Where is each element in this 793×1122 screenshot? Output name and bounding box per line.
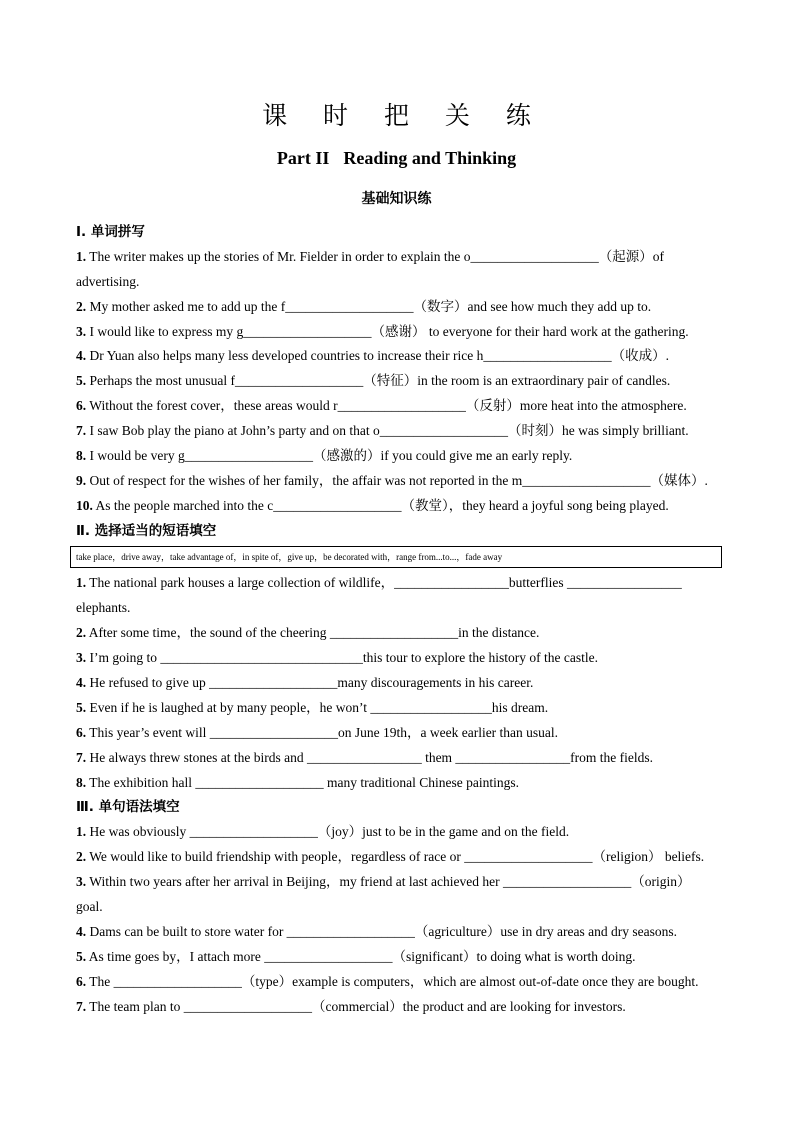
part3-question-2 (76, 848, 726, 866)
question-text: As the people marched into the c___________________（教堂），they heard a joyful song being played. (95, 498, 669, 513)
part1-question-8 (76, 447, 726, 465)
question-number: 4. (76, 675, 87, 690)
question-number: 2. (76, 625, 87, 640)
page-title: 课 时 把 关 练 (262, 101, 545, 130)
part1-question-5 (76, 372, 726, 390)
question-text: The exhibition hall ___________________ many traditional Chinese paintings. (89, 775, 519, 790)
question-text: Without the forest cover，these areas would r___________________（反射）more heat into the atmosphere. (89, 398, 687, 413)
question-text: He always threw stones at the birds and _________________ them _________________from the fields. (89, 750, 654, 765)
section-heading: 基础知识练 (361, 191, 432, 207)
subtitle-part: Part II (276, 148, 330, 168)
question-number: 8. (76, 448, 87, 463)
part2-question-2 (76, 624, 726, 642)
part3-question-7 (76, 998, 726, 1016)
part3-question-3-cont: goal. (76, 899, 103, 914)
question-number: 2. (76, 299, 87, 314)
part2-question-8 (76, 774, 726, 792)
part2-question-4 (76, 674, 726, 692)
part3-question-3 (76, 873, 726, 891)
part1-question-1 (76, 248, 726, 266)
part3-question-4 (76, 923, 726, 941)
page-subtitle (0, 146, 793, 170)
part3-heading: Ⅲ. 单句语法填空 (76, 799, 180, 815)
part2-question-1 (76, 574, 726, 592)
question-number: 1. (76, 824, 87, 839)
question-text: Out of respect for the wishes of her family，the affair was not reported in the m___________________（媒体）. (89, 473, 708, 488)
question-number: 5. (76, 373, 87, 388)
part1-question-4 (76, 347, 726, 365)
question-number: 4. (76, 348, 87, 363)
question-text: I would be very g___________________（感激的）if you could give me an early reply. (89, 448, 573, 463)
question-number: 7. (76, 999, 87, 1014)
question-number: 1. (76, 249, 87, 264)
question-text: Dams can be built to store water for ___________________（agriculture）use in dry areas and dry seasons. (89, 924, 677, 939)
part2-question-6 (76, 724, 726, 742)
part1-heading: Ⅰ. 单词拼写 (76, 224, 145, 240)
question-text: My mother asked me to add up the f___________________（数字）and see how much they add up to. (89, 299, 652, 314)
question-number: 4. (76, 924, 87, 939)
part3-question-5 (76, 948, 726, 966)
question-text: I saw Bob play the piano at John’s party and on that o___________________（时刻）he was simply brilliant. (89, 423, 689, 438)
question-number: 1. (76, 575, 87, 590)
question-text: He was obviously ___________________（joy）just to be in the game and on the field. (89, 824, 570, 839)
question-number: 10. (76, 498, 93, 513)
question-number: 8. (76, 775, 87, 790)
question-text: The national park houses a large collection of wildlife，_________________butterflies _________________ (89, 575, 682, 590)
question-text: Dr Yuan also helps many less developed countries to increase their rice h___________________（收成）. (89, 348, 669, 363)
part2-heading: Ⅱ. 选择适当的短语填空 (76, 523, 217, 539)
part1-question-2 (76, 298, 726, 316)
question-text: As time goes by，I attach more ___________________（significant）to doing what is worth doing. (88, 949, 636, 964)
question-text: Even if he is laughed at by many people，he won’t __________________his dream. (89, 700, 549, 715)
part1-question-6 (76, 397, 726, 415)
part1-question-7 (76, 422, 726, 440)
part1-question-1-cont: advertising. (76, 274, 140, 289)
question-text: He refused to give up ___________________many discouragements in his career. (89, 675, 534, 690)
question-number: 5. (76, 949, 87, 964)
question-number: 6. (76, 398, 87, 413)
part3-question-1 (76, 823, 726, 841)
part2-question-7 (76, 749, 726, 767)
part2-question-1-cont: elephants. (76, 600, 131, 615)
question-text: This year’s event will ___________________on June 19th，a week earlier than usual. (89, 725, 559, 740)
part3-question-6 (76, 973, 726, 991)
question-number: 6. (76, 725, 87, 740)
question-number: 3. (76, 324, 87, 339)
part1-question-10 (76, 497, 726, 515)
question-number: 7. (76, 423, 87, 438)
part2-question-3 (76, 649, 726, 667)
question-text: I’m going to ______________________________this tour to explore the history of the castle. (89, 650, 598, 665)
question-text: The team plan to ___________________（commercial）the product and are looking for investors. (89, 999, 626, 1014)
question-number: 9. (76, 473, 87, 488)
phrase-bank-box: take place，drive away，take advantage of，in spite of，give up，be decorated with，range from...to...，fade away (70, 546, 722, 568)
question-text: Within two years after her arrival in Beijing，my friend at last achieved her ___________________（origin） (89, 874, 691, 889)
question-text: The writer makes up the stories of Mr. Fielder in order to explain the o___________________（起源）of (89, 249, 665, 264)
question-number: 7. (76, 750, 87, 765)
question-text: Perhaps the most unusual f___________________（特征）in the room is an extraordinary pair of candles. (89, 373, 671, 388)
question-number: 3. (76, 650, 87, 665)
question-number: 5. (76, 700, 87, 715)
question-text: After some time，the sound of the cheering ___________________in the distance. (88, 625, 540, 640)
part2-question-5 (76, 699, 726, 717)
question-text: I would like to express my g___________________（感谢） to everyone for their hard work at the gathering. (89, 324, 689, 339)
question-number: 6. (76, 974, 87, 989)
question-text: The ___________________（type）example is computers，which are almost out-of-date once they are bought. (89, 974, 699, 989)
question-text: We would like to build friendship with people，regardless of race or ___________________（religion） beliefs. (89, 849, 705, 864)
part1-question-3 (76, 323, 726, 341)
question-number: 2. (76, 849, 87, 864)
part1-question-9 (76, 472, 726, 490)
subtitle-topic: Reading and Thinking (343, 148, 517, 168)
question-number: 3. (76, 874, 87, 889)
